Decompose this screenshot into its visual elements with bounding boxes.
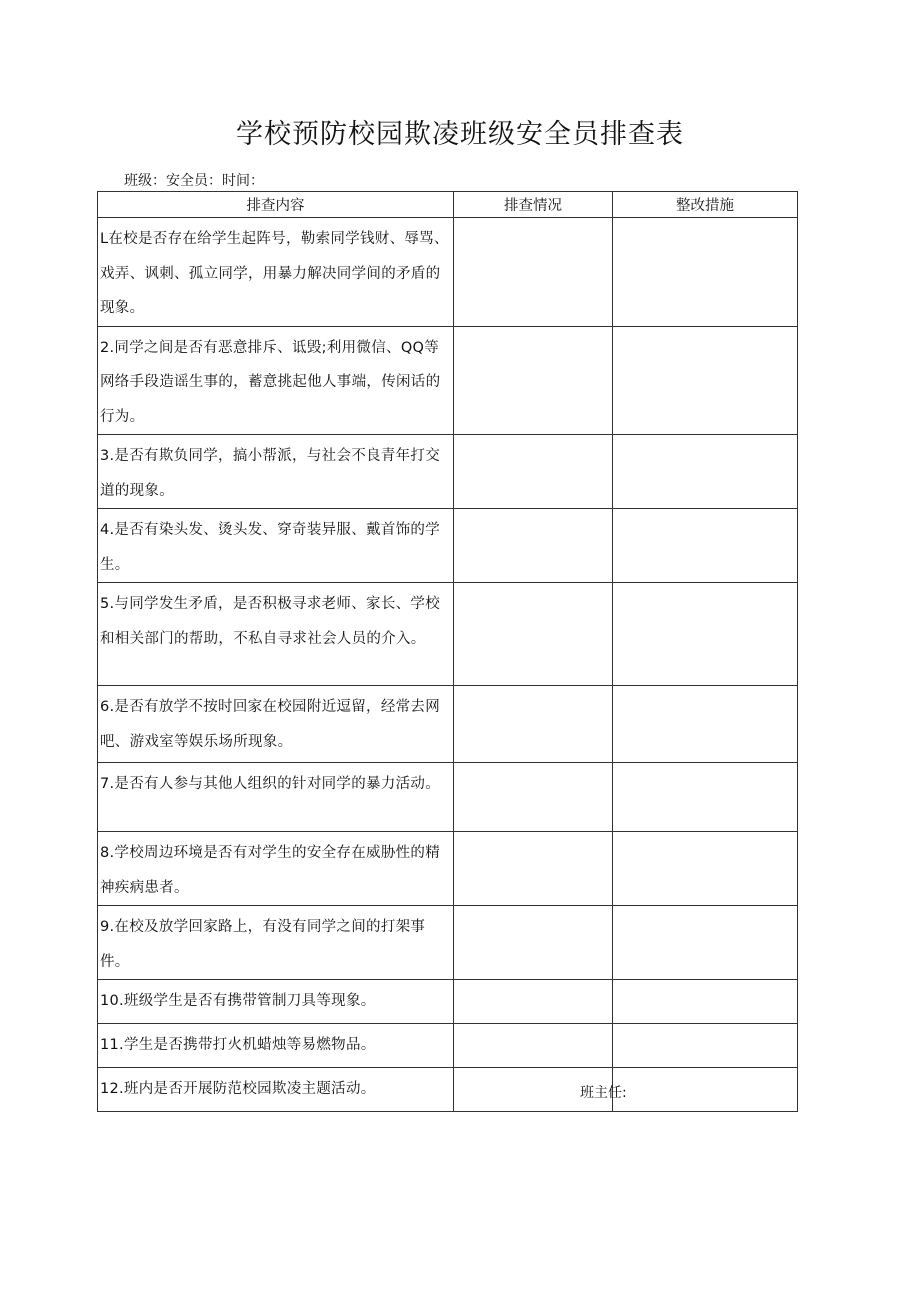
item-text: 3.是否有欺负同学，搞小帮派，与社会不良青年打交道的现象。 (100, 448, 441, 499)
measures-cell[interactable] (613, 1068, 798, 1112)
situation-cell[interactable] (454, 906, 613, 980)
table-row (98, 509, 798, 583)
item-text: 7.是否有人参与其他人组织的针对同学的暴力活动。 (100, 776, 441, 792)
table-row (98, 1068, 798, 1112)
item-text: 12.班内是否开展防范校园欺凌主题活动。 (100, 1081, 376, 1097)
table-row (98, 218, 798, 327)
situation-cell[interactable] (454, 583, 613, 686)
table-row (98, 763, 798, 832)
measures-cell[interactable] (613, 218, 798, 327)
measures-cell[interactable] (613, 1024, 798, 1068)
content-cell (98, 326, 454, 435)
header-situation: 排查情况 (454, 192, 613, 218)
item-text: L在校是否存在给学生起阵号，勒索同学钱财、辱骂、戏弄、讽刺、孤立同学，用暴力解决同学间的矛盾的现象。 (100, 231, 449, 316)
item-text: 10.班级学生是否有携带管制刀具等现象。 (100, 993, 376, 1009)
content-cell (98, 980, 454, 1024)
inspection-table (97, 191, 798, 1112)
item-text: 5.与同学发生矛盾，是否积极寻求老师、家长、学校和相关部门的帮助，不私自寻求社会人员的介入。 (100, 596, 441, 647)
class-info-line: 班级：安全员：时间： (124, 173, 264, 189)
item-text: 9.在校及放学回家路上，有没有同学之间的打架事件。 (100, 919, 426, 970)
item-text: 4.是否有染头发、烫头发、穿奇装异服、戴首饰的学生。 (100, 522, 441, 573)
item-text: 8.学校周边环境是否有对学生的安全存在威胁性的精神疾病患者。 (100, 845, 441, 896)
content-cell (98, 686, 454, 763)
header-content: 排查内容 (98, 192, 454, 218)
table-row (98, 980, 798, 1024)
measures-cell[interactable] (613, 763, 798, 832)
content-cell (98, 1024, 454, 1068)
table-header-row (98, 192, 798, 218)
page-title: 学校预防校园欺凌班级安全员排查表 (236, 119, 684, 150)
item-text: 6.是否有放学不按时回家在校园附近逗留，经常去网吧、游戏室等娱乐场所现象。 (100, 699, 441, 750)
item-text: 11.学生是否携带打火机蜡烛等易燃物品。 (100, 1037, 376, 1053)
measures-cell[interactable] (613, 832, 798, 906)
content-cell (98, 583, 454, 686)
table-row (98, 1024, 798, 1068)
situation-cell[interactable] (454, 686, 613, 763)
situation-cell[interactable] (454, 509, 613, 583)
content-cell (98, 218, 454, 327)
table-row (98, 686, 798, 763)
content-cell (98, 906, 454, 980)
situation-cell[interactable] (454, 832, 613, 906)
table-row (98, 906, 798, 980)
situation-cell[interactable] (454, 218, 613, 327)
table-row (98, 583, 798, 686)
content-cell (98, 435, 454, 509)
measures-cell[interactable] (613, 980, 798, 1024)
situation-cell[interactable] (454, 980, 613, 1024)
item-text: 2.同学之间是否有恶意排斥、诋毁;利用微信、QQ等网络手段造谣生事的，蓄意挑起他人事端，传闲话的行为。 (100, 339, 441, 425)
measures-cell[interactable] (613, 509, 798, 583)
measures-cell[interactable] (613, 686, 798, 763)
measures-cell[interactable] (613, 583, 798, 686)
content-cell (98, 832, 454, 906)
content-cell (98, 1068, 454, 1112)
table-row (98, 435, 798, 509)
situation-cell[interactable] (454, 435, 613, 509)
head-teacher-signature-label: 班主任: (580, 1085, 627, 1101)
header-measures: 整改措施 (613, 192, 798, 218)
content-cell (98, 509, 454, 583)
measures-cell[interactable] (613, 326, 798, 435)
measures-cell[interactable] (613, 435, 798, 509)
situation-cell[interactable] (454, 1024, 613, 1068)
table-row (98, 832, 798, 906)
content-cell (98, 763, 454, 832)
situation-cell[interactable] (454, 326, 613, 435)
situation-cell[interactable] (454, 763, 613, 832)
table-row (98, 326, 798, 435)
measures-cell[interactable] (613, 906, 798, 980)
